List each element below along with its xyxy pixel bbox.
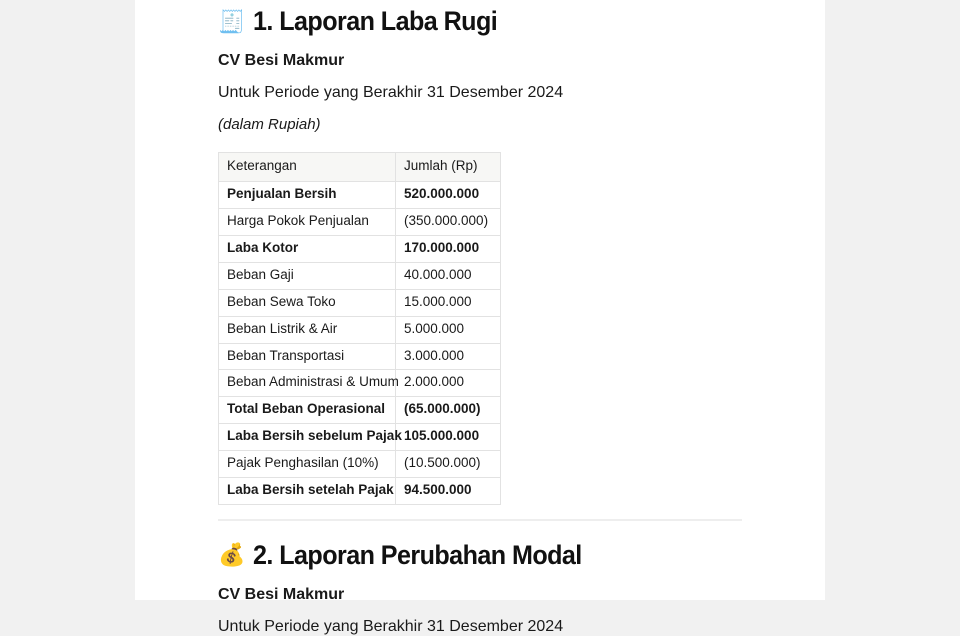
section-1-period: Untuk Periode yang Berakhir 31 Desember 2024 [218,84,564,102]
row-label: Laba Bersih sebelum Pajak [219,424,396,451]
section-2 [218,521,825,636]
row-amount: (350.000.000) [396,209,501,236]
row-amount: 2.000.000 [396,370,501,397]
income-statement-table-body [219,182,501,505]
row-label: Beban Gaji [219,262,396,289]
table-row [219,289,501,316]
column-header-jumlah: Jumlah (Rp) [396,153,501,182]
row-label: Beban Sewa Toko [219,289,396,316]
section-2-heading [218,539,825,570]
section-2-title: 2. Laporan Perubahan Modal [253,539,583,570]
row-label: Penjualan Bersih [219,182,396,209]
row-amount: (65.000.000) [396,397,501,424]
row-amount: 5.000.000 [396,316,501,343]
table-row [219,209,501,236]
row-label: Total Beban Operasional [219,397,396,424]
section-2-company-name: CV Besi Makmur [218,585,345,603]
row-amount: 15.000.000 [396,289,501,316]
row-amount: (10.500.000) [396,451,501,478]
row-amount: 520.000.000 [396,182,501,209]
row-amount: 40.000.000 [396,262,501,289]
receipt-icon: 🧾 [218,8,246,34]
document-page [135,0,825,635]
row-label: Laba Bersih setelah Pajak [219,477,396,504]
section-1-title: 1. Laporan Laba Rugi [253,6,498,36]
row-amount: 3.000.000 [396,343,501,370]
row-label: Beban Listrik & Air [219,316,396,343]
table-header-row [219,153,501,182]
row-amount: 94.500.000 [396,477,501,504]
row-amount: 170.000.000 [396,236,501,263]
row-amount: 105.000.000 [396,424,501,451]
table-row [219,182,501,209]
row-label: Pajak Penghasilan (10%) [219,451,396,478]
section-2-period: Untuk Periode yang Berakhir 31 Desember 2024 [218,617,564,635]
money-bag-icon: 💰 [218,542,246,568]
table-row [219,236,501,263]
section-1-currency-note: (dalam Rupiah) [218,116,321,134]
document-body [135,0,825,636]
table-row [219,370,501,397]
row-label: Harga Pokok Penjualan [219,209,396,236]
section-1-heading [218,8,825,35]
table-row [219,424,501,451]
table-row [219,477,501,504]
row-label: Laba Kotor [219,236,396,263]
row-label: Beban Transportasi [219,343,396,370]
table-row [219,316,501,343]
table-row [219,451,501,478]
table-row [219,343,501,370]
section-1-company-name: CV Besi Makmur [218,52,345,69]
section-1 [218,0,825,505]
income-statement-table-head [219,153,501,182]
column-header-keterangan: Keterangan [219,153,396,182]
income-statement-table [218,152,501,504]
table-row [219,397,501,424]
table-row [219,262,501,289]
row-label: Beban Administrasi & Umum [219,370,396,397]
